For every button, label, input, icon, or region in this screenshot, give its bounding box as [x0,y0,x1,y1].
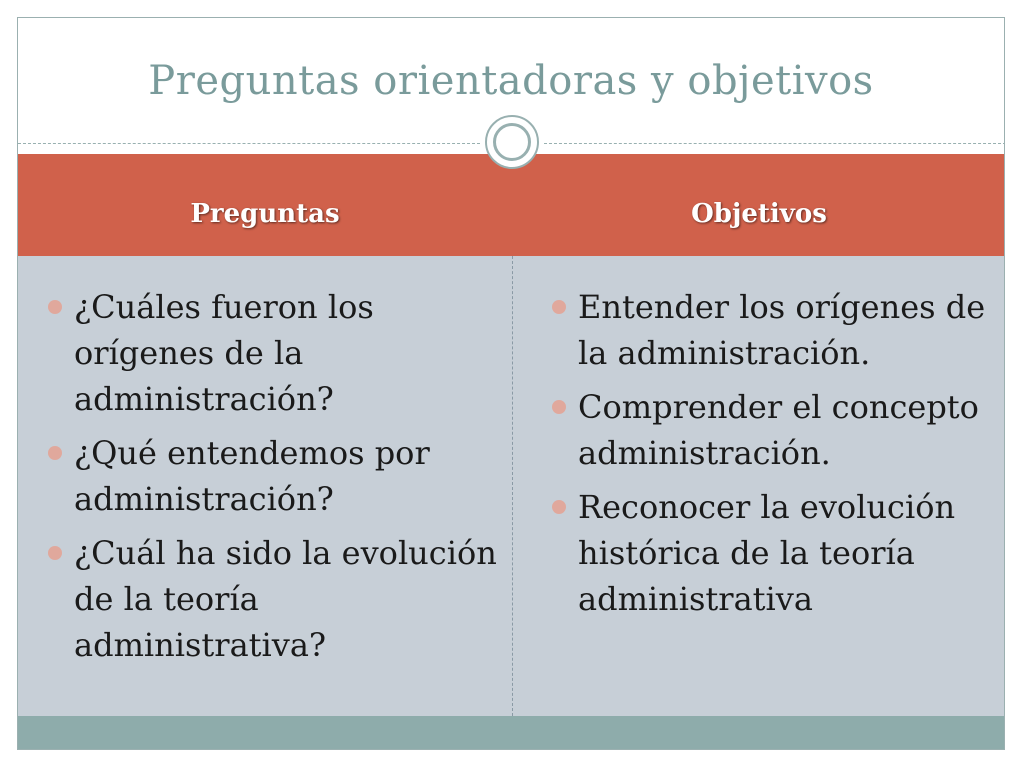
bullet-icon [48,300,62,314]
list-item [74,530,514,668]
slide [17,17,1005,750]
objetivo-text: Reconocer la evolución histórica de la teoría administrativa [578,488,956,618]
list-item [578,284,988,376]
table-body-row [18,256,1004,716]
list-item [74,284,514,422]
list-item [578,484,988,622]
list-item [74,430,514,522]
objetivo-text: Comprender el concepto administración. [578,388,979,472]
objetivos-list [578,284,988,630]
title-divider-left [18,143,480,144]
header-objetivos: Objetivos [691,199,827,229]
preguntas-list [74,284,514,676]
header-preguntas: Preguntas [190,199,340,229]
bullet-icon [48,546,62,560]
circle-ornament-icon [485,115,539,169]
objetivo-text: Entender los orígenes de la administración. [578,288,986,372]
bullet-icon [552,500,566,514]
bullet-icon [48,446,62,460]
slide-title: Preguntas orientadoras y objetivos [148,58,874,104]
title-divider-right [544,143,1005,144]
pregunta-text: ¿Cuál ha sido la evolución de la teoría administrativa? [74,534,497,664]
pregunta-text: ¿Cuáles fueron los orígenes de la administración? [74,288,374,418]
table-header-row [18,154,1004,256]
pregunta-text: ¿Qué entendemos por administración? [74,434,430,518]
bullet-icon [552,400,566,414]
table-footer-band [18,716,1004,750]
circle-ornament-inner [493,123,531,161]
list-item [578,384,988,476]
bullet-icon [552,300,566,314]
